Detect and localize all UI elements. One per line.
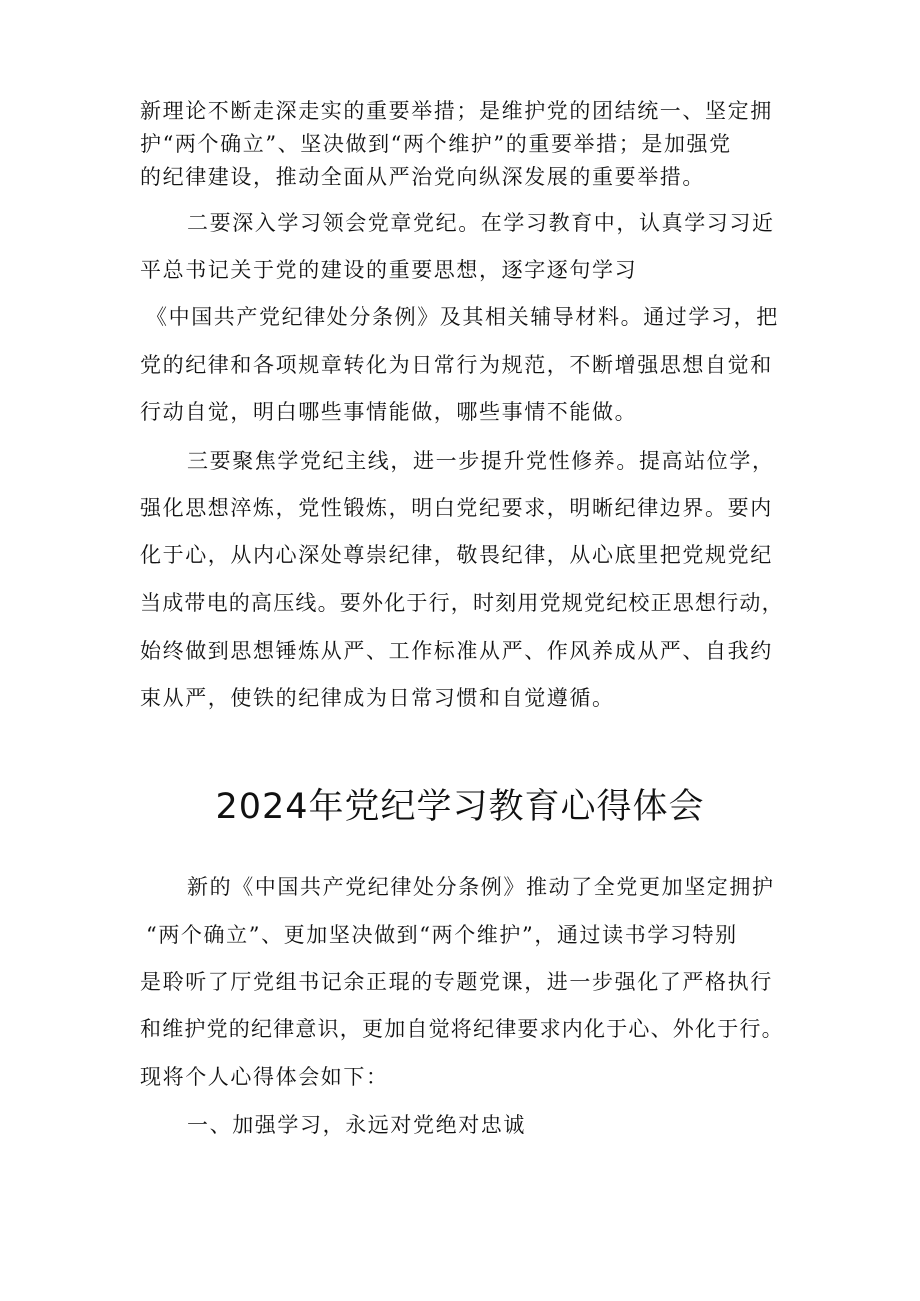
paragraph-line: 新理论不断走深走实的重要举措；是维护党的团结统一、坚定拥 xyxy=(140,99,773,123)
paragraph-line: 强化思想淬炼，党性锻炼，明白党纪要求，明晰纪律边界。要内 xyxy=(140,496,773,520)
paragraph-line: 当成带电的高压线。要外化于行，时刻用党规党纪校正思想行动， xyxy=(140,591,784,615)
paragraph-line: 行动自觉，明白哪些事情能做，哪些事情不能做。 xyxy=(140,400,638,424)
document-title: 2024年党纪学习教育心得体会 xyxy=(215,787,705,827)
paragraph-line: 二要深入学习领会党章党纪。在学习教育中，认真学习习近 xyxy=(187,211,775,235)
paragraph-line: 《中国共产党纪律处分条例》及其相关辅导材料。通过学习，把 xyxy=(146,305,779,329)
section-heading: 一、加强学习，永远对党绝对忠诚 xyxy=(187,1113,526,1137)
paragraph-line: 和维护党的纪律意识，更加自觉将纪律要求内化于心、外化于行。 xyxy=(140,1017,784,1041)
paragraph-line: 始终做到思想锤炼从严、工作标准从严、作风养成从严、自我约 xyxy=(140,639,773,663)
paragraph-line: 是聆听了厅党组书记余正琨的专题党课，进一步强化了严格执行 xyxy=(140,970,773,994)
paragraph-line: 现将个人心得体会如下： xyxy=(140,1065,389,1089)
paragraph-line: 护“两个确立”、坚决做到“两个维护”的重要举措；是加强党 xyxy=(140,132,732,156)
paragraph-line: 的纪律建设，推动全面从严治党向纵深发展的重要举措。 xyxy=(140,165,705,189)
paragraph-line: 新的《中国共产党纪律处分条例》推动了全党更加坚定拥护 xyxy=(187,875,775,899)
paragraph-line: 束从严，使铁的纪律成为日常习惯和自觉遵循。 xyxy=(140,686,615,710)
paragraph-line: “两个确立”、更加坚决做到“两个维护”，通过读书学习特别 xyxy=(146,923,738,947)
paragraph-line: 三要聚焦学党纪主线，进一步提升党性修养。提高站位学， xyxy=(187,449,775,473)
paragraph-line: 平总书记关于党的建设的重要思想，逐字逐句学习 xyxy=(140,258,638,282)
paragraph-line: 党的纪律和各项规章转化为日常行为规范，不断增强思想自觉和 xyxy=(140,353,773,377)
paragraph-line: 化于心，从内心深处尊崇纪律，敬畏纪律，从心底里把党规党纪 xyxy=(140,543,773,567)
